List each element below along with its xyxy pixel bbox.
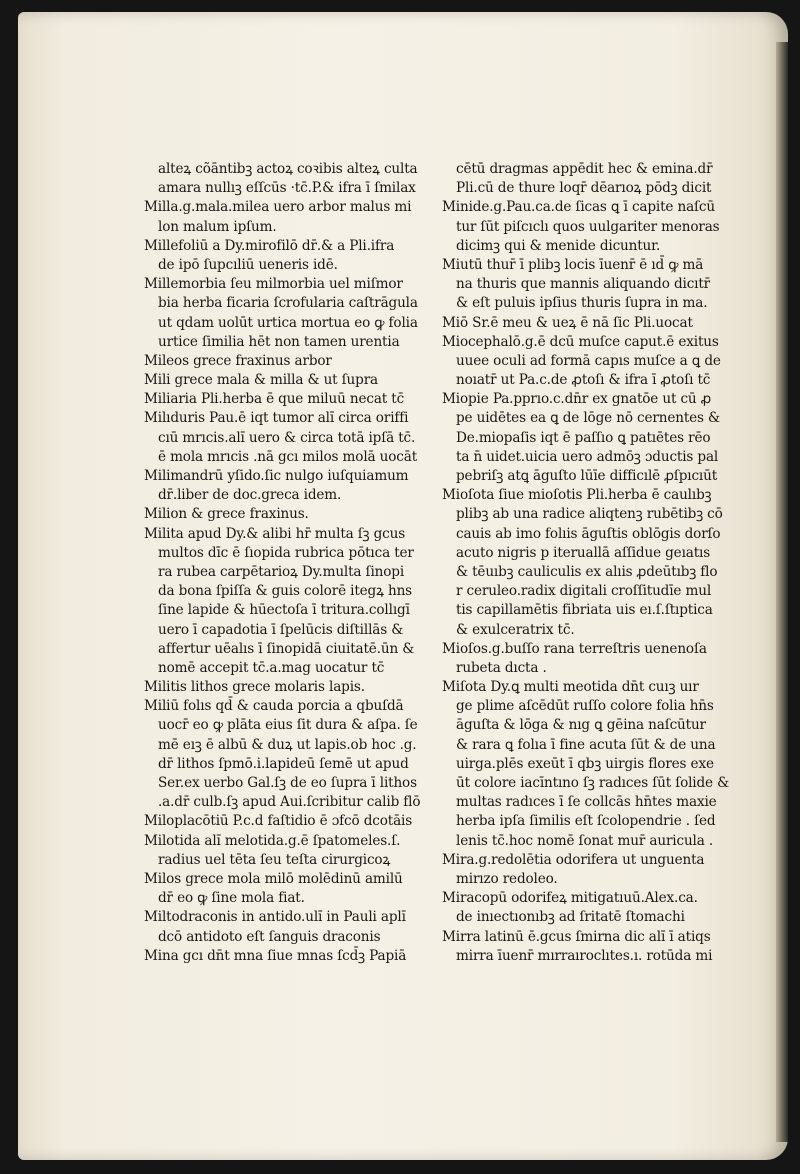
text-line: Miliū folıs qd̄ & cauda porcia a qbuſdā — [144, 698, 404, 715]
text-line: Miltodraconis in antido.ulı̄ in Pauli aplı̄ — [144, 909, 406, 926]
text-line: uero ī capadotia ī ſpelūcis diſtillās & — [158, 621, 404, 638]
text-line: Milita apud Dy.& alibi hr̄ multa ſꝫ gcus — [144, 525, 406, 542]
text-line: ē mola mrıcis .nā gcı milos molā uocāt — [158, 448, 418, 465]
text-line: Mina gcı dn̄t mna ſiue mnas ſcd̄ꝫ Papiā — [144, 947, 407, 964]
text-line: mirra īuenr̄ mırraıroclıtes.ı. rotūda mi — [456, 947, 713, 964]
text-line: Millefoliū a Dy.mirofilō dr̄.& a Pli.ifra — [144, 237, 395, 254]
text-line: Mira.g.redolētia odorifera ut unguenta — [442, 851, 705, 868]
text-line: Milimandrū yſido.ſic nulgo iuſquiamum — [144, 468, 409, 484]
text-line: radius uel tēta ſeu teſta cirurgicoꝝ — [158, 851, 391, 868]
text-line: & tēuıbꝫ cauliculis ex alıis ꝓdeūtıbꝫ flo — [456, 563, 718, 580]
text-line: rubeta dıcta . — [456, 659, 547, 676]
text-line: Minide.g.Pau.ca.de ſicas ꝗ ī capite naſcū — [442, 199, 715, 216]
right-text-column — [438, 160, 738, 966]
text-line: cıū mrıcis.alı̄ uero & circa totā ipſā tc̄. — [158, 429, 416, 446]
text-line: Miocephalō.g.ē dcū muſce caput.ē exitus — [442, 333, 719, 350]
text-line: uuee oculi ad formā capıs muſce a ꝗ de — [456, 352, 721, 369]
text-line: lenis tc̄.hoc nomē ſonat mur̄ auricula . — [456, 832, 714, 849]
text-line: mirızo redoleo. — [456, 870, 558, 887]
text-line: affertur uēalıs ī ſinopidā ciuitatē.ūn & — [158, 640, 415, 657]
text-line: tis capillamētis fibriata uis eı.ſ.ſtıptica — [456, 602, 713, 619]
text-line: r ceruleo.radix digitali croſſitudīe mul — [456, 583, 712, 600]
text-line: multos dīc ē ſıopida rubrica pōtıca ter — [158, 544, 414, 561]
text-line: ra rubea carpētarioꝝ Dy.multa ſinopi — [158, 563, 405, 580]
text-line: Miopie Pa.pprıo.c.dn̄r ex gnatōe ut cū ꝓ — [442, 391, 712, 408]
text-line: .a.dr̄ culb.ſꝫ apud Aui.ſcribitur calib flō — [158, 794, 421, 811]
text-line: da bona ſpiſſa & guis colorē itegꝝ hns — [158, 583, 413, 600]
page-edge — [776, 42, 788, 1142]
text-line: mē eıꝫ ē albū & duꝝ ut lapis.ob hoc .g. — [158, 736, 417, 753]
text-line: Ser.ex uerbo Gal.ſꝫ de eo ſupra ī lithos — [158, 775, 417, 791]
text-line: Militis lithos grece molaris lapis. — [144, 679, 365, 696]
text-line: De.miopaſis iqt ē paſſıo ꝗ patıētes rēo — [456, 429, 711, 446]
text-line: Mirra latinū ē.gcus ſmirna dic alı̄ ī atiqs — [442, 928, 711, 945]
text-line: tur ſūt piſcıclı quos uulgariter menoras — [456, 218, 720, 235]
text-line: de inıectıonıbꝫ ad ſritatē ſtomachi — [456, 909, 685, 926]
text-line: & rara ꝗ folıa ī fine acuta ſūt & de una — [456, 736, 716, 753]
text-line: acuto nigris p iteruallā aſſidue geıatıs — [456, 544, 711, 561]
text-line: Miō Sr.ē meu & ueꝝ ē nā ſic Pli.uocat — [442, 314, 693, 331]
text-line: urtice ſimilia hēt non tamen urentia — [158, 333, 400, 350]
text-line: dr̄ lithos ſpmō.i.lapideū ſemē ut apud — [158, 755, 409, 772]
text-line: ge plime aſcēdūt ruſſo colore folia hn̄s — [456, 698, 714, 715]
text-line: de ipō ſupcıliū ueneris idē. — [158, 256, 338, 273]
text-line: Miliaria Pli.herba ē que miluū necat tc̄ — [144, 391, 405, 408]
text-line: uocr̄ eo ꝙ plāta eius ſit dura & aſpa. ſe — [158, 717, 418, 734]
text-line: multas radıces ī ſe collcās hn̄tes maxie — [456, 794, 717, 811]
text-line: uirga.plēs exeūt ī qbꝫ uirgis flores exe — [456, 755, 714, 772]
text-line: Miracopū odorifeꝝ mitigatıuū.Alex.ca. — [442, 890, 698, 907]
text-line: na thuris que mannis aliquando dicıtr̄ — [456, 276, 711, 293]
text-line: ſine lapide & hūectoſa ī tritura.collıgī — [158, 602, 410, 619]
text-line: dcō antidoto eſt ſanguis draconis — [158, 928, 381, 945]
text-line: pebriſꝫ atꝗ āguſto lūīe difficılē ꝓſpıcıūt — [456, 468, 718, 484]
text-line: plibꝫ ab una radice aliqtenꝫ rubētibꝫ cō — [456, 506, 723, 523]
text-line: herba ipſa ſimilis eſt ſcolopendrie . ſed — [456, 813, 716, 830]
text-line: āguſta & lōga & nıg ꝗ gēina naſcūtur — [456, 717, 706, 734]
text-line: Miutū thur̄ ī plibꝫ locis īuenr̄ ē ıd̄ ꝙ mā — [442, 256, 704, 273]
text-line: cauis ab imo folıis āguſtis oblōgis dorſo — [456, 525, 721, 542]
text-line: nomē accepit tc̄.a.mag uocatur tc̄ — [158, 659, 385, 676]
text-line: dr̄.liber de doc.greca idem. — [158, 487, 342, 504]
text-line: dicimꝫ qui & menide dicuntur. — [456, 237, 661, 254]
text-line: Milion & grece fraxinus. — [144, 506, 309, 523]
text-line: ūt colore iacīntıno ſꝫ radıces ſūt ſolide & — [456, 775, 730, 791]
text-line: Milıduris Pau.ē iqt tumor alı̄ circa oriffi — [144, 410, 409, 427]
text-line: Miſota Dy.ꝗ multi meotida dn̄t cuıꝫ uır — [442, 679, 699, 696]
text-line: Mileos grece fraxinus arbor — [144, 352, 332, 369]
text-line: Mioſos.g.buſſo rana terreſtris uenenoſa — [442, 640, 707, 657]
text-line: Milos grece mola milō molēdinū amilū — [144, 870, 403, 887]
text-line: Milla.g.mala.milea uero arbor malus mi — [144, 199, 412, 216]
text-line: lon malum ipſum. — [158, 218, 277, 235]
text-line: Mili grece mala & milla & ut ſupra — [144, 372, 379, 389]
text-line: & exulceratrix tc̄. — [456, 621, 575, 638]
text-line: pe uidētes ea ꝗ de lōge nō cernentes & — [456, 410, 720, 427]
text-line: & eſt puluis ipſius thuris ſupra in ma. — [456, 295, 708, 312]
text-line: cētū dragmas appēdit hec & emina.dr̄ — [456, 161, 713, 177]
text-line: ut qdam uolūt urtica mortua eo ꝙ folia — [158, 314, 418, 331]
text-line: noıatr̄ ut Pa.c.de ꝓtoſı & ifra ī ꝓtoſı tc̄ — [456, 372, 711, 389]
text-line: Millemorbia ſeu milmorbia uel miſmor — [144, 276, 403, 293]
text-line: dr̄ eo ꝙ ſine mola fiat. — [158, 890, 305, 907]
text-line: Milotida alı̄ melotida.g.ē ſpatomeles.ſ. — [144, 832, 401, 849]
text-line: Pli.cū de thure loqr̄ dēarıoꝝ pōdꝫ dicit — [456, 180, 712, 197]
text-line: alteꝝ cõāntibꝫ actoꝝ coꝛibis alteꝝ culta — [158, 161, 418, 177]
text-line: ta n̄ uidet.uicia uero admōꝫ ɔductis pal — [456, 448, 719, 465]
text-line: Mioſota ſiue mioſotis Pli.herba ē caulıbꝫ — [442, 487, 712, 504]
left-text-column — [140, 160, 440, 966]
text-line: amara nullıꝫ eſſcūs ·tc̄.P.& ifra ī ſmilax — [158, 180, 416, 197]
text-line: Miloplacōtiū P.c.d faſtidio ē ɔfcō dcotāis — [144, 813, 413, 830]
text-line: bia herba ficaria ſcrofularia caſtrāgula — [158, 295, 418, 312]
